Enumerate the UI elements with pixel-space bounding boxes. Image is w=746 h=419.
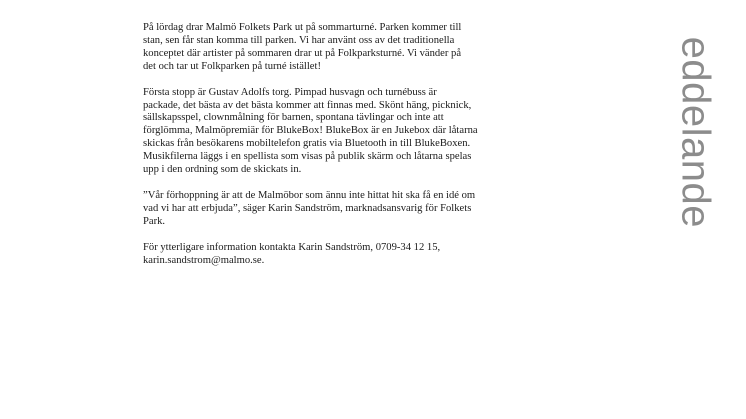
paragraph-contact: För ytterligare information kontakta Karin Sandström, 0709-34 12 15, karin.sandstrom@malmo.se. [143,241,441,266]
paragraph-first-stop: Första stopp är Gustav Adolfs torg. Pimpad husvagn och turnébuss är packade, det bästa av det bästa kommer att finnas med. Skönt häng, picknick, sällskapsspel, clownmålning för barnen, spontana tävlingar och inte att förglömma, Malmöpremiär för BlukeBox! BlukeBox är en Jukebox där låtarna skickas från besökarens mobiltelefon gratis via Bluetooth in till BlukeBoxen. Musikfilerna läggs i en spellista som visas på publik skärm och låtarna spelas upp i den ordning som de skickats in. [143,86,478,176]
paragraph-quote: ”Vår förhoppning är att de Malmöbor som ännu inte hittat hit ska få en idé om vad vi har att erbjuda”, säger Karin Sandström, marknadsansvarig för Folkets Park. [143,189,476,227]
side-heading-text: eddelande [673,36,717,228]
side-heading [632,0,717,228]
paragraph-intro: På lördag drar Malmö Folkets Park ut på sommarturné. Parken kommer till stan, sen får stan komma till parken. Vi har använt oss av det traditionella konceptet där artister på sommaren drar ut på Folkparksturné. Vi vänder på det och tar ut Folkparken på turné istället! [143,22,462,72]
press-release-body [143,22,573,281]
